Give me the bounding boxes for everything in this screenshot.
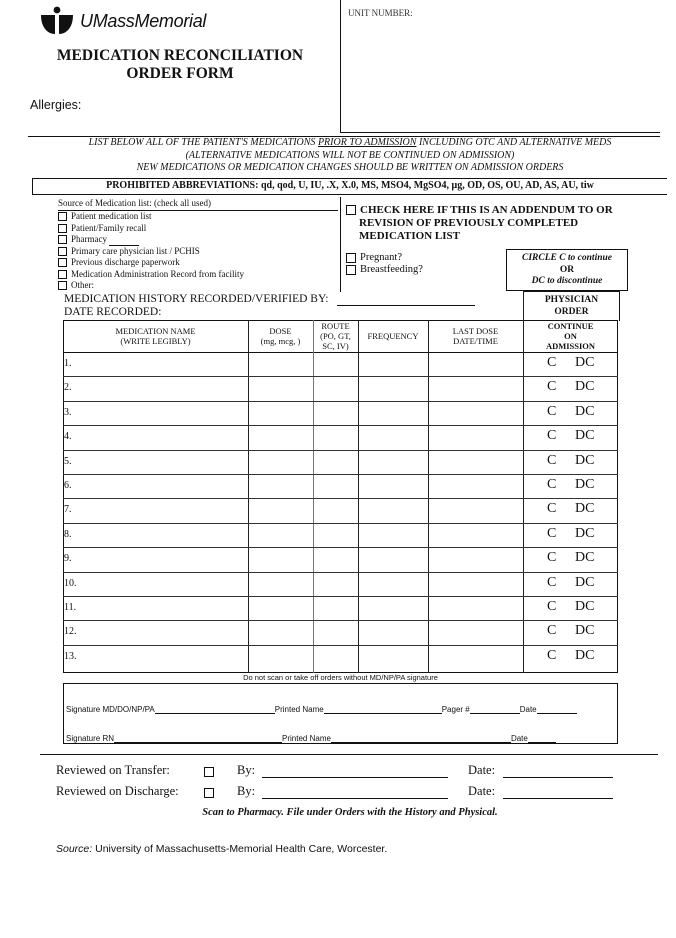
- physician-order-line2: ORDER: [554, 306, 589, 317]
- source-option-pcp-list[interactable]: Primary care physician list / PCHIS: [58, 246, 244, 258]
- printed-name-field[interactable]: [324, 703, 442, 714]
- source-addendum-divider: [340, 197, 341, 292]
- discontinue-option[interactable]: DC: [575, 355, 595, 370]
- checkbox[interactable]: [58, 224, 67, 233]
- checkbox[interactable]: [58, 247, 67, 256]
- signature-box: [63, 683, 618, 744]
- form-title-line1: MEDICATION RECONCILIATION: [56, 47, 304, 64]
- unit-number-bottom: [340, 132, 660, 133]
- source-title: Source of Medication list: (check all used): [58, 198, 211, 208]
- source-note: [56, 843, 387, 855]
- physician-order-header: [523, 291, 620, 321]
- table-row: [63, 596, 618, 621]
- continue-option[interactable]: C: [547, 477, 557, 492]
- row-number: 12.: [64, 626, 77, 638]
- col-last-dose: LAST DOSE DATE/TIME: [452, 326, 499, 346]
- checkbox[interactable]: [58, 235, 67, 244]
- allergies-label: Allergies:: [30, 98, 82, 112]
- signature-md-row: [66, 703, 616, 714]
- date-label: Date: [519, 705, 537, 714]
- unit-number-label: UNIT NUMBER:: [348, 8, 413, 18]
- form-title-line2: ORDER FORM: [126, 65, 234, 82]
- review-transfer-checkbox[interactable]: [204, 767, 214, 777]
- discontinue-option[interactable]: DC: [575, 452, 595, 468]
- review-discharge-label: Reviewed on Discharge:: [56, 784, 179, 798]
- source-options: [58, 211, 244, 292]
- review-transfer-label: Reviewed on Transfer:: [56, 763, 170, 777]
- col-medication-name: MEDICATION NAME (WRITE LEGIBLY): [115, 326, 196, 346]
- source-note-text: University of Massachusetts-Memorial Health Care, Worcester.: [92, 843, 388, 855]
- table-row: [63, 376, 618, 401]
- continue-option[interactable]: C: [547, 428, 557, 444]
- form-title: [30, 47, 330, 83]
- source-option-patient-list[interactable]: Patient medication list: [58, 211, 244, 223]
- history-recorded-field[interactable]: [337, 295, 475, 306]
- circle-instruction-box: [506, 249, 628, 291]
- discontinue-option[interactable]: DC: [575, 623, 595, 639]
- review-discharge-by-field[interactable]: [262, 784, 448, 799]
- history-recorded: [64, 293, 475, 319]
- unit-number-divider: [340, 0, 341, 133]
- prohibited-abbreviations-text: PROHIBITED ABBREVIATIONS: qd, qod, U, IU, .X, X.0, MS, MSO4, MgSO4, μg, OD, OS, OU, AD, AS, AU, tiw: [106, 180, 594, 191]
- review-transfer-row: [56, 763, 656, 778]
- breastfeeding-checkbox[interactable]: [346, 265, 356, 275]
- pharmacy-field[interactable]: [109, 237, 139, 246]
- discontinue-option[interactable]: DC: [575, 379, 595, 395]
- table-row: [63, 498, 618, 523]
- discontinue-option[interactable]: DC: [575, 574, 595, 590]
- table-row: [63, 620, 618, 645]
- instructions-line3: NEW MEDICATIONS OR MEDICATION CHANGES SHOULD BE WRITTEN ON ADMISSION ORDERS: [136, 162, 564, 173]
- date-recorded-label: DATE RECORDED:: [64, 306, 162, 318]
- review-transfer-by-field[interactable]: [262, 763, 448, 778]
- row-number: 13.: [64, 650, 77, 662]
- continue-option[interactable]: C: [547, 501, 557, 517]
- by-label: By:: [237, 784, 256, 798]
- source-option-discharge-paperwork[interactable]: Previous discharge paperwork: [58, 257, 244, 269]
- continue-option[interactable]: C: [547, 623, 557, 639]
- row-number: 8.: [64, 528, 72, 540]
- col-frequency: FREQUENCY: [367, 331, 419, 341]
- row-number: 5.: [64, 455, 72, 467]
- printed-name-label: Printed Name: [282, 734, 331, 743]
- checkbox[interactable]: [58, 270, 67, 279]
- continue-option[interactable]: C: [547, 550, 557, 566]
- row-number: 3.: [64, 406, 72, 418]
- source-option-pharmacy[interactable]: Pharmacy: [58, 234, 244, 246]
- table-row: [63, 474, 618, 499]
- row-number: 7.: [64, 504, 72, 516]
- continue-option[interactable]: C: [547, 355, 557, 370]
- signature-rn-label: Signature RN: [66, 734, 115, 743]
- instructions-line1: LIST BELOW ALL OF THE PATIENT'S MEDICATIONS PRIOR TO ADMISSION INCLUDING OTC AND ALTERNATIVE MEDS: [88, 137, 612, 148]
- col-route: ROUTE (PO, GT, SC, IV): [320, 321, 351, 351]
- row-number: 9.: [64, 553, 72, 565]
- row-number: 6.: [64, 480, 72, 491]
- review-top-rule: [40, 754, 658, 755]
- discontinue-option[interactable]: DC: [575, 525, 595, 541]
- discontinue-option[interactable]: DC: [575, 403, 595, 419]
- continue-option[interactable]: C: [547, 403, 557, 419]
- review-discharge-row: [56, 784, 656, 799]
- continue-option[interactable]: C: [547, 599, 557, 614]
- checkbox[interactable]: [58, 212, 67, 221]
- continue-option[interactable]: C: [547, 574, 557, 590]
- date-label: Date: [510, 734, 528, 743]
- no-scan-note: Do not scan or take off orders without MD/NP/PA signature: [243, 673, 438, 682]
- addendum-line3: MEDICATION LIST: [359, 230, 460, 242]
- review-discharge-checkbox[interactable]: [204, 788, 214, 798]
- table-row: [63, 572, 618, 597]
- continue-option[interactable]: C: [547, 647, 557, 663]
- addendum-line2: REVISION OF PREVIOUSLY COMPLETED: [359, 217, 579, 229]
- umass-memorial-logo-icon: [38, 6, 74, 36]
- instructions-line2: (ALTERNATIVE MEDICATIONS WILL NOT BE CONTINUED ON ADMISSION): [185, 149, 515, 161]
- date-label: Date:: [468, 784, 496, 798]
- table-row: [63, 352, 618, 377]
- by-label: By:: [237, 763, 256, 777]
- addendum-checkbox[interactable]: [346, 205, 356, 215]
- table-row: [63, 401, 618, 426]
- continue-option[interactable]: C: [547, 525, 557, 541]
- discontinue-option[interactable]: DC: [575, 477, 595, 492]
- table-row: [63, 645, 618, 669]
- discontinue-option[interactable]: DC: [575, 501, 595, 517]
- signature-md-field[interactable]: [155, 703, 275, 714]
- circle-line2: OR: [559, 264, 575, 275]
- table-row: [63, 523, 618, 548]
- history-recorded-row: [64, 293, 475, 306]
- discontinue-option[interactable]: DC: [575, 647, 595, 663]
- source-option-mar-facility[interactable]: Medication Administration Record from facility: [58, 269, 244, 281]
- table-row: [63, 425, 618, 450]
- checkbox[interactable]: [58, 281, 67, 290]
- pregnant-option[interactable]: Pregnant?: [346, 252, 402, 263]
- source-option-other[interactable]: Other:: [58, 280, 244, 292]
- source-note-label: Source:: [56, 843, 93, 855]
- printed-name-label: Printed Name: [274, 705, 324, 714]
- row-number: 4.: [64, 431, 72, 443]
- table-row: [63, 547, 618, 572]
- breastfeeding-option[interactable]: Breastfeeding?: [346, 264, 423, 275]
- instructions: [40, 137, 660, 175]
- logo-text: UMassMemorial: [80, 11, 207, 31]
- addendum-checkbox-group[interactable]: CHECK HERE IF THIS IS AN ADDENDUM TO OR REVISION OF PREVIOUSLY COMPLETED MEDICATION LIST: [346, 204, 613, 243]
- pager-field[interactable]: [470, 703, 520, 714]
- date-field[interactable]: [537, 703, 577, 714]
- continue-option[interactable]: C: [547, 379, 557, 395]
- row-number: 1.: [64, 358, 72, 369]
- date-label: Date:: [468, 763, 496, 777]
- signature-rn-field[interactable]: [114, 732, 282, 743]
- review-discharge-date-field[interactable]: [503, 784, 613, 799]
- col-dose: DOSE (mg, mcg, ): [260, 326, 301, 346]
- footer-instruction: Scan to Pharmacy. File under Orders with the History and Physical.: [202, 807, 498, 818]
- logo: [38, 6, 208, 36]
- history-recorded-label: MEDICATION HISTORY RECORDED/VERIFIED BY:: [64, 293, 329, 305]
- pregnant-checkbox[interactable]: [346, 253, 356, 263]
- printed-name-field[interactable]: [331, 732, 511, 743]
- circle-line3: DC to discontinue: [531, 276, 603, 286]
- discontinue-option[interactable]: DC: [575, 550, 595, 566]
- prohibited-abbreviations-box: [32, 178, 667, 195]
- discontinue-option[interactable]: DC: [575, 428, 595, 444]
- date-field[interactable]: [528, 732, 556, 743]
- row-number: 11.: [64, 602, 77, 613]
- continue-option[interactable]: C: [547, 452, 557, 468]
- physician-order-line1: PHYSICIAN: [544, 295, 599, 305]
- signature-rn-row: [66, 732, 616, 743]
- table-header: [63, 320, 618, 353]
- pager-label: Pager #: [441, 705, 470, 714]
- col-continue: CONTINUE ON ADMISSION: [545, 321, 596, 351]
- table-row: [63, 450, 618, 475]
- row-number: 10.: [64, 577, 77, 589]
- source-option-family-recall[interactable]: Patient/Family recall: [58, 223, 244, 235]
- checkbox[interactable]: [58, 258, 67, 267]
- review-transfer-date-field[interactable]: [503, 763, 613, 778]
- signature-md-label: Signature MD/DO/NP/PA: [66, 705, 155, 714]
- discontinue-option[interactable]: DC: [575, 599, 595, 614]
- row-number: 2.: [64, 382, 72, 394]
- circle-line1: CIRCLE C to continue: [521, 253, 612, 263]
